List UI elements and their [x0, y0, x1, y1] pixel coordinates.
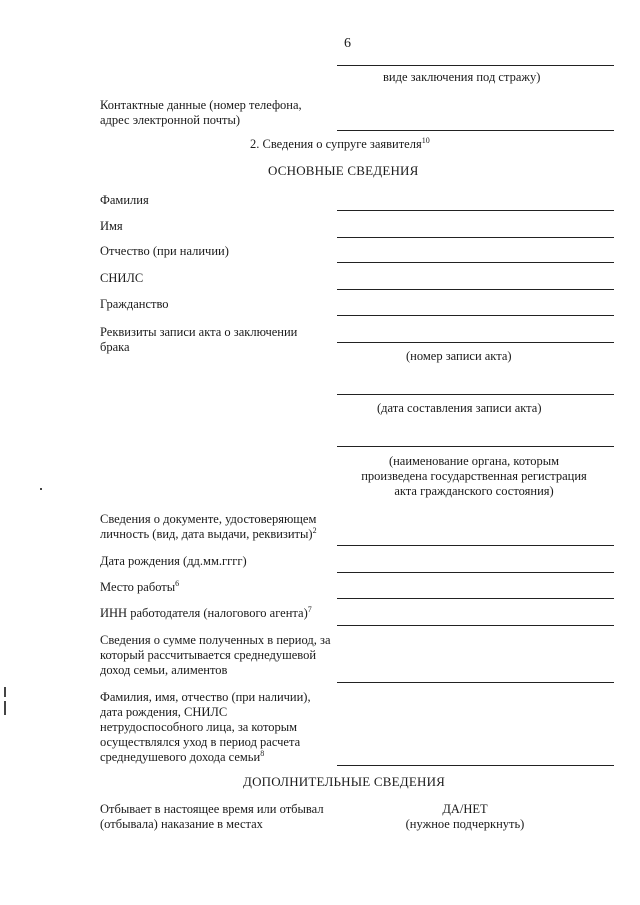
id-document-label [100, 512, 330, 542]
workplace-text: Место работы [100, 580, 176, 594]
employer-inn-label [100, 606, 335, 621]
snils-answer-line[interactable] [337, 289, 614, 290]
contact-label: Контактные данные (номер телефона, адрес электронной почты) [100, 98, 302, 127]
answer-line-previous [337, 65, 614, 66]
birth-date-answer-line[interactable] [337, 572, 614, 573]
additional-heading: ДОПОЛНИТЕЛЬНЫЕ СВЕДЕНИЯ [243, 774, 446, 789]
workplace-footnote: 6 [175, 578, 180, 588]
record-date-caption: (дата составления записи акта) [377, 401, 542, 415]
citizenship-label: Гражданство [100, 297, 169, 311]
birth-date-label: Дата рождения (дд.мм.гггг) [100, 554, 247, 568]
page-number: 6 [344, 36, 351, 51]
employer-inn-text: ИНН работодателя (налогового агента) [100, 606, 308, 620]
patronymic-answer-line[interactable] [337, 262, 614, 263]
yes-no-hint: (нужное подчеркнуть) [405, 817, 525, 831]
income-info-label: Сведения о сумме полученных в период, за который рассчитывается среднедушевой доход семьи, алиментов [100, 633, 331, 677]
snils-label: СНИЛС [100, 271, 144, 285]
disabled-person-text: Фамилия, имя, отчество (при наличии), дата рождения, СНИЛС нетрудоспособного лица, за которым осуществлялся уход в период расчета среднедушевого дохода семьи [100, 690, 311, 764]
workplace-label [100, 580, 335, 595]
record-date-answer-line[interactable] [337, 394, 614, 395]
main-heading: ОСНОВНЫЕ СВЕДЕНИЯ [268, 163, 419, 178]
scan-mark [4, 701, 6, 715]
contact-answer-line[interactable] [337, 130, 614, 131]
marriage-record-label: Реквизиты записи акта о заключении брака [100, 325, 298, 354]
income-info-answer-line[interactable] [337, 682, 614, 683]
registry-office-answer-line[interactable] [337, 446, 614, 447]
disabled-person-label [100, 690, 332, 765]
id-document-answer-line[interactable] [337, 545, 614, 546]
employer-inn-footnote: 7 [307, 604, 312, 614]
name-label: Имя [100, 219, 123, 233]
citizenship-answer-line[interactable] [337, 315, 614, 316]
name-answer-line[interactable] [337, 237, 614, 238]
disabled-person-footnote: 8 [260, 748, 265, 758]
surname-label: Фамилия [100, 193, 149, 207]
surname-answer-line[interactable] [337, 210, 614, 211]
employer-inn-answer-line[interactable] [337, 625, 614, 626]
record-number-caption: (номер записи акта) [406, 349, 512, 363]
section-title-footnote: 10 [421, 135, 430, 145]
prison-question-label: Отбывает в настоящее время или отбывал (отбывала) наказание в местах [100, 802, 324, 831]
disabled-person-answer-line[interactable] [337, 765, 614, 766]
yes-no-option[interactable]: ДА/НЕТ [442, 802, 488, 816]
section-title-text: 2. Сведения о супруге заявителя [250, 137, 422, 151]
id-document-text: Сведения о документе, удостоверяющем личность (вид, дата выдачи, реквизиты) [100, 512, 317, 541]
section-title [250, 137, 430, 152]
record-number-answer-line[interactable] [337, 342, 614, 343]
top-caption: виде заключения под стражу) [383, 70, 541, 84]
scan-mark [4, 687, 6, 697]
scan-mark [40, 488, 42, 490]
workplace-answer-line[interactable] [337, 598, 614, 599]
patronymic-label: Отчество (при наличии) [100, 244, 229, 258]
registry-office-caption: (наименование органа, которым произведена государственная регистрация акта гражданского состояния) [361, 454, 587, 498]
id-document-footnote: 2 [312, 525, 317, 535]
